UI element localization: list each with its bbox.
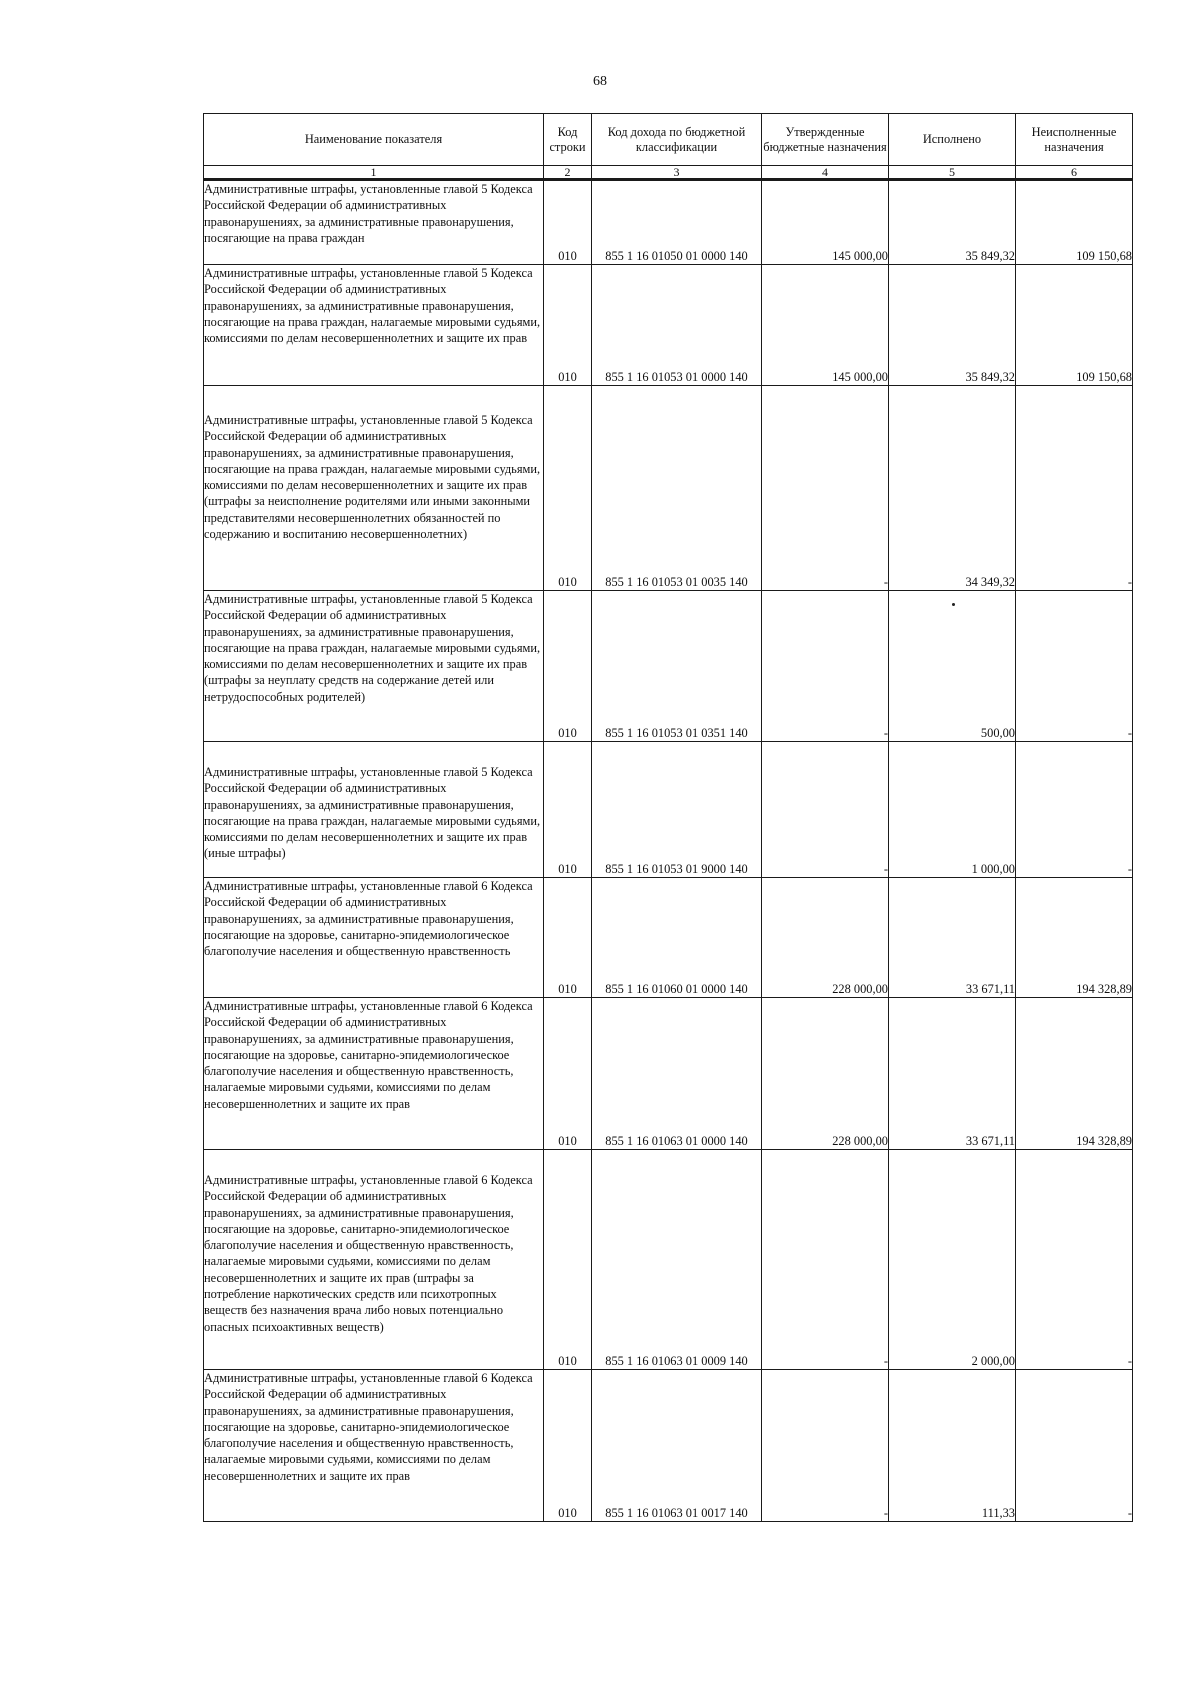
header-income-code: Код дохода по бюджетной классификации (592, 114, 762, 166)
approved-cell: - (762, 1370, 889, 1522)
indicator-name-cell: Административные штрафы, установленные главой 6 Кодекса Российской Федерации об административных правонарушениях, за административные правонарушения, посягающие на здоровье, санитарно-эпидемиологическое благополучие населения и общественную нравственность, налагаемые мировыми судьями, комиссиями по делам несовершеннолетних и защите их прав (штрафы за потребление наркотических средств или психотропных веществ без назначения врача либо новых потенциально опасных психоактивных веществ) (204, 1150, 544, 1370)
executed-cell: 35 849,32 (889, 180, 1016, 265)
unexecuted-cell: 194 328,89 (1016, 878, 1133, 998)
table-row (204, 265, 1133, 386)
income-code-cell: 855 1 16 01050 01 0000 140 (592, 180, 762, 265)
indicator-name-cell: Административные штрафы, установленные главой 6 Кодекса Российской Федерации об административных правонарушениях, за административные правонарушения, посягающие на здоровье, санитарно-эпидемиологическое благополучие населения и общественную нравственность (204, 878, 544, 998)
line-code-cell: 010 (544, 591, 592, 742)
column-number: 6 (1016, 166, 1133, 180)
indicator-name-cell: Административные штрафы, установленные главой 6 Кодекса Российской Федерации об административных правонарушениях, за административные правонарушения, посягающие на здоровье, санитарно-эпидемиологическое благополучие населения и общественную нравственность, налагаемые мировыми судьями, комиссиями по делам несовершеннолетних и защите их прав (204, 998, 544, 1150)
approved-cell: - (762, 1150, 889, 1370)
income-code-cell: 855 1 16 01053 01 0000 140 (592, 265, 762, 386)
line-code-cell: 010 (544, 265, 592, 386)
header-approved: Утвержденные бюджетные назначения (762, 114, 889, 166)
approved-cell: - (762, 591, 889, 742)
column-number: 5 (889, 166, 1016, 180)
table-row (204, 998, 1133, 1150)
column-number: 2 (544, 166, 592, 180)
header-indicator-name: Наименование показателя (204, 114, 544, 166)
income-code-cell: 855 1 16 01053 01 0035 140 (592, 386, 762, 591)
page-number: 68 (593, 74, 607, 89)
income-code-cell: 855 1 16 01063 01 0017 140 (592, 1370, 762, 1522)
scan-speck (952, 603, 955, 606)
indicator-name-cell: Административные штрафы, установленные главой 5 Кодекса Российской Федерации об административных правонарушениях, за административные правонарушения, посягающие на права граждан (204, 180, 544, 265)
income-code-cell: 855 1 16 01053 01 0351 140 (592, 591, 762, 742)
indicator-name-cell: Административные штрафы, установленные главой 5 Кодекса Российской Федерации об административных правонарушениях, за административные правонарушения, посягающие на права граждан, налагаемые мировыми судьями, комиссиями по делам несовершеннолетних и защите их прав (204, 265, 544, 386)
unexecuted-cell: 109 150,68 (1016, 265, 1133, 386)
unexecuted-cell: - (1016, 591, 1133, 742)
income-code-cell: 855 1 16 01060 01 0000 140 (592, 878, 762, 998)
line-code-cell: 010 (544, 878, 592, 998)
column-number: 3 (592, 166, 762, 180)
line-code-cell: 010 (544, 1150, 592, 1370)
column-number-row (204, 166, 1133, 180)
table-row (204, 878, 1133, 998)
column-number: 4 (762, 166, 889, 180)
indicator-name-cell: Административные штрафы, установленные главой 5 Кодекса Российской Федерации об административных правонарушениях, за административные правонарушения, посягающие на права граждан, налагаемые мировыми судьями, комиссиями по делам несовершеннолетних и защите их прав (штрафы за неуплату средств на содержание детей или нетрудоспособных родителей) (204, 591, 544, 742)
unexecuted-cell: 194 328,89 (1016, 998, 1133, 1150)
approved-cell: - (762, 742, 889, 878)
approved-cell: 145 000,00 (762, 265, 889, 386)
approved-cell: - (762, 386, 889, 591)
table-row (204, 386, 1133, 591)
table-row (204, 742, 1133, 878)
income-code-cell: 855 1 16 01063 01 0000 140 (592, 998, 762, 1150)
line-code-cell: 010 (544, 1370, 592, 1522)
unexecuted-cell: - (1016, 1150, 1133, 1370)
revenue-table (203, 113, 1133, 1522)
executed-cell: 111,33 (889, 1370, 1016, 1522)
table-header-row (204, 114, 1133, 166)
unexecuted-cell: - (1016, 742, 1133, 878)
line-code-cell: 010 (544, 742, 592, 878)
table-row (204, 1150, 1133, 1370)
executed-cell: 33 671,11 (889, 998, 1016, 1150)
executed-cell: 35 849,32 (889, 265, 1016, 386)
executed-cell: 500,00 (889, 591, 1016, 742)
indicator-name-cell: Административные штрафы, установленные главой 6 Кодекса Российской Федерации об административных правонарушениях, за административные правонарушения, посягающие на здоровье, санитарно-эпидемиологическое благополучие населения и общественную нравственность, налагаемые мировыми судьями, комиссиями по делам несовершеннолетних и защите их прав (204, 1370, 544, 1522)
line-code-cell: 010 (544, 180, 592, 265)
header-unexecuted: Неисполненные назначения (1016, 114, 1133, 166)
indicator-name-cell: Административные штрафы, установленные главой 5 Кодекса Российской Федерации об административных правонарушениях, за административные правонарушения, посягающие на права граждан, налагаемые мировыми судьями, комиссиями по делам несовершеннолетних и защите их прав (штрафы за неисполнение родителями или иными законными представителями несовершеннолетних обязанностей по содержанию и воспитанию несовершеннолетних) (204, 386, 544, 591)
executed-cell: 33 671,11 (889, 878, 1016, 998)
line-code-cell: 010 (544, 386, 592, 591)
executed-cell: 34 349,32 (889, 386, 1016, 591)
column-number: 1 (204, 166, 544, 180)
approved-cell: 145 000,00 (762, 180, 889, 265)
table-row (204, 1370, 1133, 1522)
income-code-cell: 855 1 16 01063 01 0009 140 (592, 1150, 762, 1370)
line-code-cell: 010 (544, 998, 592, 1150)
unexecuted-cell: - (1016, 1370, 1133, 1522)
header-line-code: Код строки (544, 114, 592, 166)
indicator-name-cell: Административные штрафы, установленные главой 5 Кодекса Российской Федерации об административных правонарушениях, за административные правонарушения, посягающие на права граждан, налагаемые мировыми судьями, комиссиями по делам несовершеннолетних и защите их прав (иные штрафы) (204, 742, 544, 878)
table-row (204, 591, 1133, 742)
executed-cell: 1 000,00 (889, 742, 1016, 878)
executed-cell: 2 000,00 (889, 1150, 1016, 1370)
approved-cell: 228 000,00 (762, 878, 889, 998)
header-executed: Исполнено (889, 114, 1016, 166)
income-code-cell: 855 1 16 01053 01 9000 140 (592, 742, 762, 878)
approved-cell: 228 000,00 (762, 998, 889, 1150)
unexecuted-cell: 109 150,68 (1016, 180, 1133, 265)
table-row (204, 180, 1133, 265)
unexecuted-cell: - (1016, 386, 1133, 591)
